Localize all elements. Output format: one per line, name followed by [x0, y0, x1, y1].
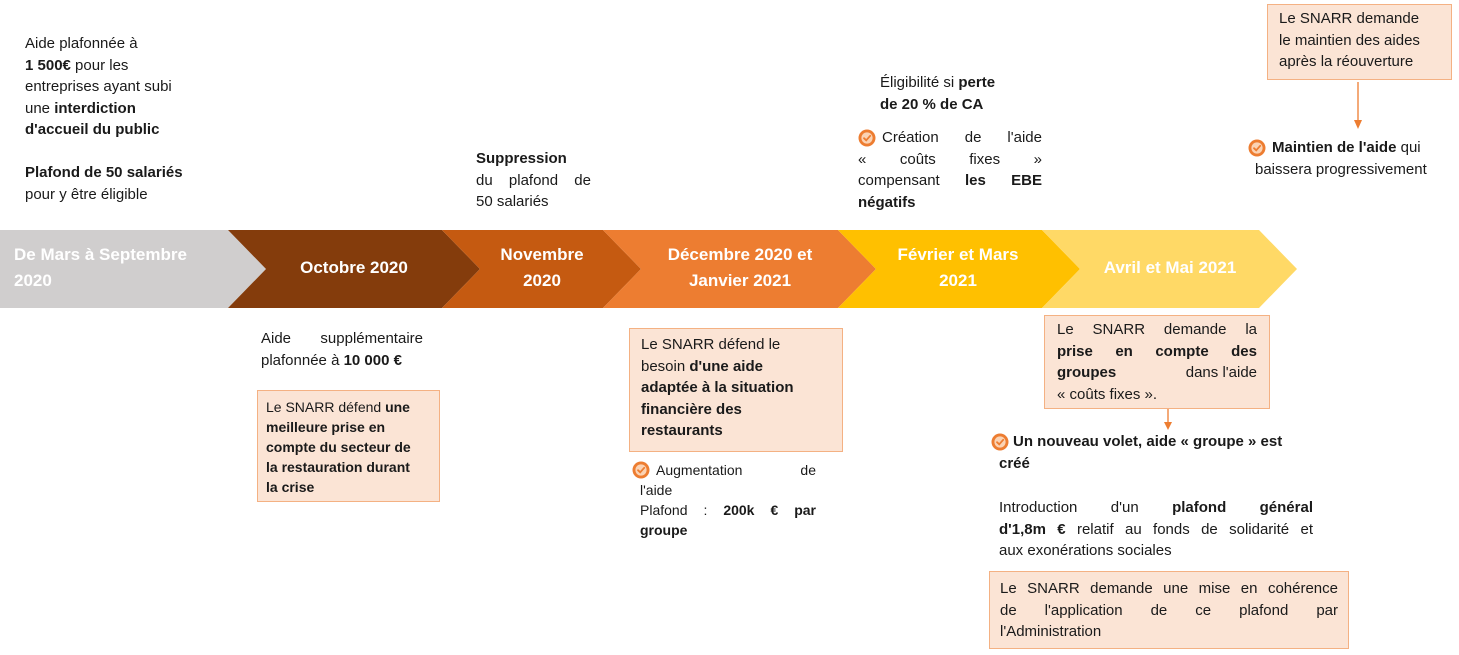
text-line: d'accueil du public	[25, 121, 160, 138]
text-line: baissera progressivement	[1255, 160, 1427, 178]
text-line: de 20 % de CA	[880, 95, 984, 113]
text-line: pour y être éligible	[25, 185, 148, 203]
stage-label-2	[270, 228, 438, 308]
stage-label-4	[646, 228, 834, 308]
mars-sept-text	[25, 33, 225, 205]
decembre-check	[632, 460, 816, 540]
text-line: Le SNARR défend le	[641, 336, 781, 353]
text-line: Suppression	[476, 150, 567, 167]
text-line: Éligibilité si perte	[880, 74, 996, 91]
stage-text-5: Février et Mars 2021	[897, 245, 1019, 290]
text-line: compte du secteur de	[266, 439, 411, 455]
text-line: de l'application de ce plafond par	[1000, 601, 1338, 619]
text-line: groupes dans l'aide	[1057, 364, 1257, 381]
novembre-text	[476, 148, 591, 213]
octobre-text	[261, 328, 423, 371]
fevrier-text	[858, 72, 1042, 213]
avril-snarr-box-2	[989, 571, 1349, 649]
text-line: 1 500€ pour les	[25, 56, 129, 74]
stage-text-3: Novembre 2020	[500, 245, 584, 290]
after-snarr-box	[1267, 4, 1452, 80]
text-line: adaptée à la situation	[641, 379, 794, 396]
text-line: restaurants	[641, 422, 723, 439]
arrow-down-icon	[1162, 409, 1174, 431]
text-line: la crise	[266, 479, 315, 495]
text-line: Introduction d'un plafond général	[999, 499, 1313, 516]
text-line: Le SNARR demande la	[1057, 321, 1257, 338]
text-line: la restauration durant	[266, 459, 410, 475]
text-line: « coûts fixes ».	[1057, 385, 1158, 403]
badge-check-icon	[991, 433, 1009, 451]
text-line: « coûts fixes »	[858, 150, 1042, 168]
text-line: le maintien des aides	[1279, 31, 1420, 49]
text-line: Plafond de 50 salariés	[25, 164, 183, 181]
text-line: l'aide	[640, 482, 673, 498]
avril-intro-text	[999, 497, 1313, 562]
text-line: compensant les EBE	[858, 172, 1042, 189]
text-line: Aide plafonnée à	[25, 35, 138, 52]
after-check	[1248, 137, 1453, 180]
text-line: d'1,8m € relatif au fonds de solidarité et	[999, 520, 1313, 538]
stage-text-2: Octobre 2020	[300, 258, 408, 277]
avril-snarr-box	[1044, 315, 1270, 409]
stage-text-1: De Mars à Septembre 2020	[14, 245, 187, 290]
stage-label-5	[880, 228, 1036, 308]
stage-text-6: Avril et Mai 2021	[1103, 258, 1237, 277]
text-line: aux exonérations sociales	[999, 542, 1172, 559]
stage-label-6	[1084, 228, 1256, 308]
stage-label-1	[14, 228, 224, 308]
text-line: Le SNARR défend une	[266, 399, 410, 415]
text-line: Aide supplémentaire	[261, 330, 423, 347]
decembre-snarr-box	[629, 328, 843, 452]
stage-text-4: Décembre 2020 et Janvier 2021	[667, 245, 813, 290]
text-line: Plafond : 200k € par	[640, 502, 816, 518]
text-line: Le SNARR demande	[1279, 10, 1420, 27]
text-line: plafonnée à 10 000 €	[261, 351, 402, 369]
text-line: une interdiction	[25, 99, 136, 117]
arrow-down-icon	[1352, 82, 1364, 130]
text-line: Création de l'aide	[858, 127, 1042, 149]
stage-label-3	[484, 228, 600, 308]
text-line: du plafond de	[476, 171, 591, 189]
text-line: groupe	[640, 522, 688, 538]
text-line: créé	[999, 454, 1030, 472]
badge-check-icon	[1248, 139, 1266, 157]
text-line: l'Administration	[1000, 623, 1102, 640]
text-line: 50 salariés	[476, 193, 549, 210]
text-line: Un nouveau volet, aide « groupe » est	[991, 431, 1321, 453]
badge-check-icon	[632, 461, 650, 479]
text-line: Maintien de l'aide qui	[1248, 137, 1453, 159]
text-line: besoin d'une aide	[641, 357, 763, 375]
avril-check	[991, 431, 1321, 474]
text-line: meilleure prise en	[266, 419, 386, 435]
text-line: Augmentation de	[632, 460, 816, 480]
text-line: négatifs	[858, 193, 916, 211]
text-line: Le SNARR demande une mise en cohérence	[1000, 580, 1338, 597]
badge-check-icon	[858, 129, 876, 147]
text-line: après la réouverture	[1279, 53, 1414, 70]
text-line: financière des	[641, 400, 742, 418]
text-line: entreprises ayant subi	[25, 78, 172, 95]
text-line: prise en compte des	[1057, 342, 1257, 360]
octobre-snarr-box	[257, 390, 440, 502]
